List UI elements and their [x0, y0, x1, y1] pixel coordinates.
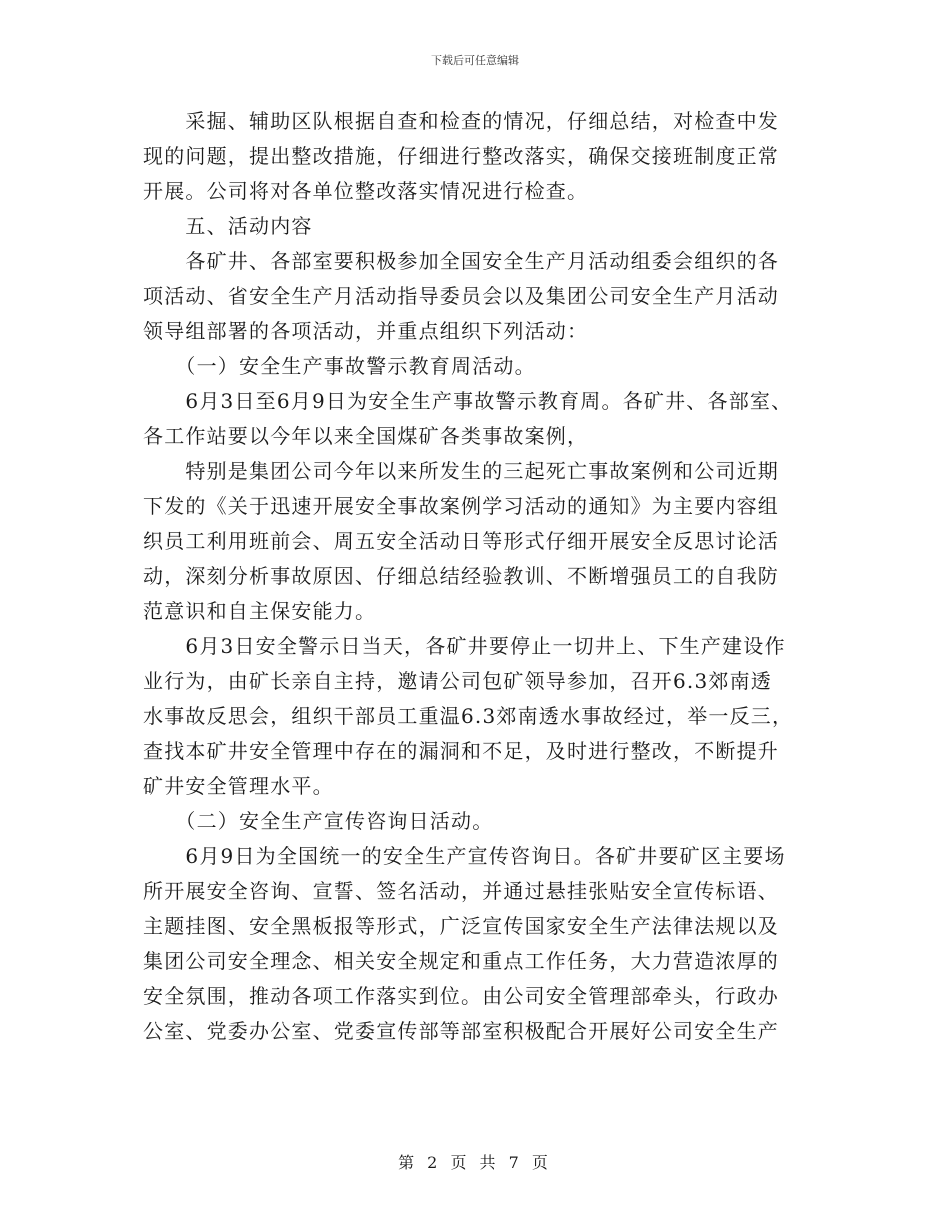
page-header: 下载后可任意编辑	[431, 54, 519, 67]
text-line: 动，深刻分析事故原因、仔细总结经验教训、不断增强员工的自我防	[143, 564, 779, 588]
text-line: 领导组部署的各项活动，并重点组织下列活动：	[143, 319, 589, 343]
text-line: （二）安全生产宣传咨询日活动。	[143, 809, 494, 833]
text-line: 业行为，由矿长亲自主持，邀请公司包矿领导参加，召开6.3郊南透	[143, 669, 773, 693]
text-line: 织员工利用班前会、周五安全活动日等形式仔细开展安全反思讨论活	[143, 529, 779, 553]
text-line: 各矿井、各部室要积极参加全国安全生产月活动组委会组织的各	[143, 249, 779, 273]
text-line: 各工作站要以今年以来全国煤矿各类事故案例，	[143, 424, 589, 448]
text-line: 水事故反思会，组织干部员工重温6.3郊南透水事故经过，举一反三，	[143, 704, 794, 728]
text-line: 开展。公司将对各单位整改落实情况进行检查。	[143, 179, 589, 203]
text-line: 主题挂图、安全黑板报等形式，广泛宣传国家安全生产法律法规以及	[143, 914, 779, 938]
page-footer: 第 2 页 共 7 页	[398, 1153, 552, 1172]
text-line: 公室、党委办公室、党委宣传部等部室积极配合开展好公司安全生产	[143, 1019, 779, 1043]
text-line: 矿井安全管理水平。	[143, 774, 334, 798]
text-line: 6月3日安全警示日当天，各矿井要停止一切井上、下生产建设作	[143, 634, 786, 658]
text-line: 集团公司安全理念、相关安全规定和重点工作任务，大力营造浓厚的	[143, 949, 779, 973]
document-body	[143, 104, 823, 1049]
text-line: 查找本矿井安全管理中存在的漏洞和不足，及时进行整改，不断提升	[143, 739, 779, 763]
text-line: 所开展安全咨询、宣誓、签名活动，并通过悬挂张贴安全宣传标语、	[143, 879, 779, 903]
text-line: 范意识和自主保安能力。	[143, 599, 377, 623]
text-line: （一）安全生产事故警示教育周活动。	[143, 354, 536, 378]
text-line: 安全氛围，推动各项工作落实到位。由公司安全管理部牵头，行政办	[143, 984, 779, 1008]
text-line: 项活动、省安全生产月活动指导委员会以及集团公司安全生产月活动	[143, 284, 779, 308]
text-line: 特别是集团公司今年以来所发生的三起死亡事故案例和公司近期	[143, 459, 779, 483]
text-line: 采掘、辅助区队根据自查和检查的情况，仔细总结，对检查中发	[143, 109, 779, 133]
text-line: 五、活动内容	[143, 214, 313, 238]
text-line: 下发的《关于迅速开展安全事故案例学习活动的通知》为主要内容组	[143, 494, 779, 518]
text-line: 6月9日为全国统一的安全生产宣传咨询日。各矿井要矿区主要场	[143, 844, 786, 868]
text-line: 6月3日至6月9日为安全生产事故警示教育周。各矿井、各部室、	[143, 389, 793, 413]
text-line: 现的问题，提出整改措施，仔细进行整改落实，确保交接班制度正常	[143, 144, 779, 168]
